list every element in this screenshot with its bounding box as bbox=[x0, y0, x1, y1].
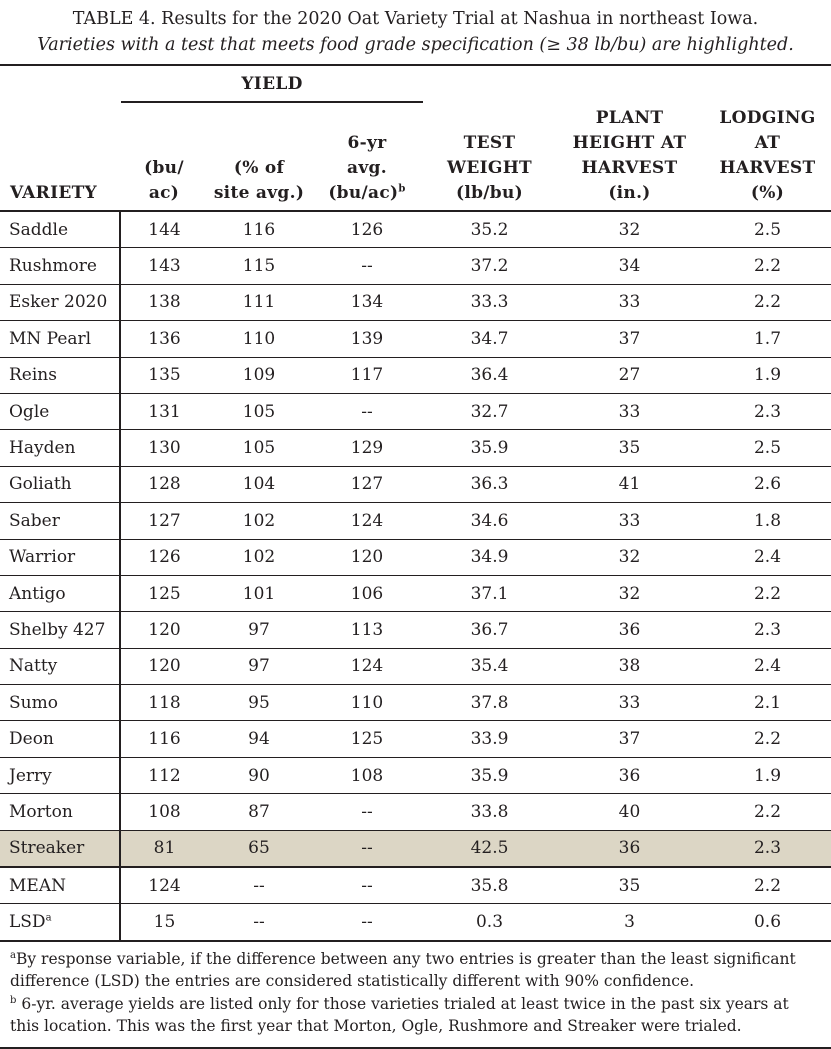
cell-bu-ac: 120 bbox=[120, 612, 208, 648]
cell-plant-height: 33 bbox=[555, 393, 704, 429]
cell-plant-height: 32 bbox=[555, 539, 704, 575]
cell-lodging: 2.5 bbox=[704, 211, 831, 248]
cell-pct-site-avg: 102 bbox=[208, 539, 310, 575]
cell-plant-height: 37 bbox=[555, 721, 704, 757]
cell-test-weight: 37.2 bbox=[424, 248, 555, 284]
cell-lodging: 2.3 bbox=[704, 393, 831, 429]
col-header-lodging: LODGING AT HARVEST (%) bbox=[719, 108, 816, 203]
cell-bu-ac: 144 bbox=[120, 211, 208, 248]
cell-test-weight: 37.1 bbox=[424, 575, 555, 611]
cell-lodging: 2.2 bbox=[704, 248, 831, 284]
cell-variety: Rushmore bbox=[0, 248, 120, 284]
table-row bbox=[0, 211, 831, 248]
cell-variety: Antigo bbox=[0, 575, 120, 611]
cell-six-yr-avg: 117 bbox=[310, 357, 424, 393]
table-row bbox=[0, 757, 831, 793]
cell-six-yr-avg: 125 bbox=[310, 721, 424, 757]
cell-variety: Reins bbox=[0, 357, 120, 393]
cell-six-yr-avg: 127 bbox=[310, 466, 424, 502]
cell-six-yr-avg: 124 bbox=[310, 503, 424, 539]
cell-six-yr-avg: 124 bbox=[310, 648, 424, 684]
cell-test-weight: 36.3 bbox=[424, 466, 555, 502]
cell-plant-height: 34 bbox=[555, 248, 704, 284]
footnote-a: $^a$By response variable, if the difference between any two entries is greater than the least significant difference (LSD) the entries are considered statistically different with 90% confidence. bbox=[10, 949, 796, 991]
cell-bu-ac: 112 bbox=[120, 757, 208, 793]
cell-plant-height: 41 bbox=[555, 466, 704, 502]
cell-plant-height: 36 bbox=[555, 757, 704, 793]
cell-lodging: 2.5 bbox=[704, 430, 831, 466]
cell-bu-ac: 116 bbox=[120, 721, 208, 757]
cell-bu-ac: 131 bbox=[120, 393, 208, 429]
cell-plant-height: 33 bbox=[555, 685, 704, 721]
cell-bu-ac: 120 bbox=[120, 648, 208, 684]
cell-variety: LSD$^a$ bbox=[0, 904, 120, 941]
cell-plant-height: 32 bbox=[555, 211, 704, 248]
col-header-variety: VARIETY bbox=[10, 183, 97, 203]
cell-test-weight: 35.2 bbox=[424, 211, 555, 248]
cell-six-yr-avg: 134 bbox=[310, 284, 424, 320]
cell-variety: Streaker bbox=[0, 830, 120, 867]
cell-lodging: 1.7 bbox=[704, 321, 831, 357]
cell-pct-site-avg: 95 bbox=[208, 685, 310, 721]
cell-plant-height: 33 bbox=[555, 503, 704, 539]
cell-bu-ac: 126 bbox=[120, 539, 208, 575]
cell-six-yr-avg: -- bbox=[310, 794, 424, 830]
cell-pct-site-avg: 110 bbox=[208, 321, 310, 357]
cell-lodging: 2.2 bbox=[704, 721, 831, 757]
table-row bbox=[0, 685, 831, 721]
cell-plant-height: 35 bbox=[555, 867, 704, 904]
table-row bbox=[0, 503, 831, 539]
cell-variety: Hayden bbox=[0, 430, 120, 466]
cell-pct-site-avg: 97 bbox=[208, 612, 310, 648]
cell-test-weight: 35.9 bbox=[424, 757, 555, 793]
cell-bu-ac: 81 bbox=[120, 830, 208, 867]
cell-variety: Ogle bbox=[0, 393, 120, 429]
cell-test-weight: 33.3 bbox=[424, 284, 555, 320]
cell-six-yr-avg: 106 bbox=[310, 575, 424, 611]
cell-lodging: 2.6 bbox=[704, 466, 831, 502]
cell-test-weight: 35.4 bbox=[424, 648, 555, 684]
cell-lodging: 2.2 bbox=[704, 867, 831, 904]
table-row bbox=[0, 357, 831, 393]
cell-lodging: 1.8 bbox=[704, 503, 831, 539]
cell-six-yr-avg: 110 bbox=[310, 685, 424, 721]
cell-bu-ac: 136 bbox=[120, 321, 208, 357]
table-row bbox=[0, 248, 831, 284]
cell-bu-ac: 128 bbox=[120, 466, 208, 502]
table-row bbox=[0, 648, 831, 684]
cell-bu-ac: 143 bbox=[120, 248, 208, 284]
table-row bbox=[0, 830, 831, 867]
table-row bbox=[0, 466, 831, 502]
col-header-test-weight: TEST WEIGHT (lb/bu) bbox=[446, 133, 533, 203]
table-row bbox=[0, 539, 831, 575]
cell-plant-height: 38 bbox=[555, 648, 704, 684]
cell-six-yr-avg: 113 bbox=[310, 612, 424, 648]
cell-variety: Natty bbox=[0, 648, 120, 684]
cell-plant-height: 36 bbox=[555, 612, 704, 648]
cell-bu-ac: 124 bbox=[120, 867, 208, 904]
table-row bbox=[0, 284, 831, 320]
cell-variety: Sumo bbox=[0, 685, 120, 721]
cell-bu-ac: 118 bbox=[120, 685, 208, 721]
cell-plant-height: 36 bbox=[555, 830, 704, 867]
col-header-pct-site-avg: (% of site avg.) bbox=[213, 158, 305, 203]
cell-pct-site-avg: 115 bbox=[208, 248, 310, 284]
cell-bu-ac: 125 bbox=[120, 575, 208, 611]
table-row bbox=[0, 430, 831, 466]
cell-test-weight: 32.7 bbox=[424, 393, 555, 429]
cell-pct-site-avg: 111 bbox=[208, 284, 310, 320]
col-header-bu-ac: (bu/ ac) bbox=[144, 158, 184, 203]
cell-lodging: 2.3 bbox=[704, 830, 831, 867]
cell-bu-ac: 127 bbox=[120, 503, 208, 539]
cell-plant-height: 32 bbox=[555, 575, 704, 611]
table-row bbox=[0, 721, 831, 757]
cell-six-yr-avg: -- bbox=[310, 867, 424, 904]
cell-pct-site-avg: 87 bbox=[208, 794, 310, 830]
cell-six-yr-avg: 108 bbox=[310, 757, 424, 793]
cell-bu-ac: 130 bbox=[120, 430, 208, 466]
table-row bbox=[0, 867, 831, 904]
table-title: TABLE 4. Results for the 2020 Oat Variety Trial at Nashua in northeast Iowa. bbox=[72, 9, 759, 29]
cell-lodging: 2.2 bbox=[704, 284, 831, 320]
cell-plant-height: 40 bbox=[555, 794, 704, 830]
cell-lodging: 2.2 bbox=[704, 794, 831, 830]
cell-six-yr-avg: -- bbox=[310, 248, 424, 284]
cell-pct-site-avg: 90 bbox=[208, 757, 310, 793]
cell-plant-height: 3 bbox=[555, 904, 704, 941]
cell-test-weight: 34.6 bbox=[424, 503, 555, 539]
cell-six-yr-avg: 139 bbox=[310, 321, 424, 357]
cell-test-weight: 37.8 bbox=[424, 685, 555, 721]
cell-bu-ac: 135 bbox=[120, 357, 208, 393]
col-header-six-yr-avg: 6-yr avg. $(bu/ac)^b$ bbox=[328, 133, 406, 203]
table-subtitle: Varieties with a test that meets food grade specification (≥ 38 lb/bu) are highlighted. bbox=[37, 35, 794, 55]
cell-six-yr-avg: -- bbox=[310, 904, 424, 941]
cell-lodging: 1.9 bbox=[704, 357, 831, 393]
table-row bbox=[0, 794, 831, 830]
cell-pct-site-avg: 102 bbox=[208, 503, 310, 539]
cell-plant-height: 27 bbox=[555, 357, 704, 393]
cell-variety: Shelby 427 bbox=[0, 612, 120, 648]
cell-test-weight: 35.9 bbox=[424, 430, 555, 466]
cell-bu-ac: 108 bbox=[120, 794, 208, 830]
table-row bbox=[0, 393, 831, 429]
cell-test-weight: 36.4 bbox=[424, 357, 555, 393]
results-table bbox=[0, 64, 831, 942]
cell-six-yr-avg: 126 bbox=[310, 211, 424, 248]
cell-lodging: 1.9 bbox=[704, 757, 831, 793]
cell-test-weight: 34.9 bbox=[424, 539, 555, 575]
cell-lodging: 2.4 bbox=[704, 539, 831, 575]
cell-pct-site-avg: 105 bbox=[208, 430, 310, 466]
cell-pct-site-avg: 65 bbox=[208, 830, 310, 867]
cell-variety: Warrior bbox=[0, 539, 120, 575]
cell-variety: Goliath bbox=[0, 466, 120, 502]
cell-lodging: 2.2 bbox=[704, 575, 831, 611]
cell-variety: Saber bbox=[0, 503, 120, 539]
table-row bbox=[0, 612, 831, 648]
cell-test-weight: 33.9 bbox=[424, 721, 555, 757]
cell-lodging: 0.6 bbox=[704, 904, 831, 941]
table-body bbox=[0, 211, 831, 941]
cell-pct-site-avg: 94 bbox=[208, 721, 310, 757]
table-row bbox=[0, 904, 831, 941]
footnote-b: $^b$ 6-yr. average yields are listed only for those varieties trialed at least twice in the past six years at this location. This was the first year that Morton, Ogle, Rushmore and Streaker were trialed. bbox=[10, 994, 789, 1036]
cell-pct-site-avg: 104 bbox=[208, 466, 310, 502]
cell-plant-height: 35 bbox=[555, 430, 704, 466]
cell-test-weight: 35.8 bbox=[424, 867, 555, 904]
cell-lodging: 2.1 bbox=[704, 685, 831, 721]
cell-test-weight: 0.3 bbox=[424, 904, 555, 941]
col-header-plant-height: PLANT HEIGHT AT HARVEST (in.) bbox=[572, 108, 687, 203]
yield-group-header: YIELD bbox=[120, 65, 424, 106]
cell-six-yr-avg: -- bbox=[310, 393, 424, 429]
cell-variety: Deon bbox=[0, 721, 120, 757]
cell-variety: Esker 2020 bbox=[0, 284, 120, 320]
cell-bu-ac: 15 bbox=[120, 904, 208, 941]
cell-pct-site-avg: 101 bbox=[208, 575, 310, 611]
cell-pct-site-avg: 97 bbox=[208, 648, 310, 684]
cell-test-weight: 34.7 bbox=[424, 321, 555, 357]
cell-pct-site-avg: 116 bbox=[208, 211, 310, 248]
cell-test-weight: 36.7 bbox=[424, 612, 555, 648]
cell-variety: MN Pearl bbox=[0, 321, 120, 357]
cell-pct-site-avg: -- bbox=[208, 904, 310, 941]
table-row bbox=[0, 575, 831, 611]
cell-variety: Jerry bbox=[0, 757, 120, 793]
cell-six-yr-avg: -- bbox=[310, 830, 424, 867]
cell-variety: Morton bbox=[0, 794, 120, 830]
cell-test-weight: 42.5 bbox=[424, 830, 555, 867]
cell-pct-site-avg: -- bbox=[208, 867, 310, 904]
cell-six-yr-avg: 120 bbox=[310, 539, 424, 575]
cell-plant-height: 37 bbox=[555, 321, 704, 357]
cell-bu-ac: 138 bbox=[120, 284, 208, 320]
cell-lodging: 2.3 bbox=[704, 612, 831, 648]
table-caption bbox=[0, 0, 831, 58]
cell-six-yr-avg: 129 bbox=[310, 430, 424, 466]
cell-pct-site-avg: 109 bbox=[208, 357, 310, 393]
table-row bbox=[0, 321, 831, 357]
cell-pct-site-avg: 105 bbox=[208, 393, 310, 429]
cell-test-weight: 33.8 bbox=[424, 794, 555, 830]
cell-lodging: 2.4 bbox=[704, 648, 831, 684]
cell-variety: Saddle bbox=[0, 211, 120, 248]
cell-plant-height: 33 bbox=[555, 284, 704, 320]
footnotes bbox=[0, 942, 831, 1038]
cell-variety: MEAN bbox=[0, 867, 120, 904]
